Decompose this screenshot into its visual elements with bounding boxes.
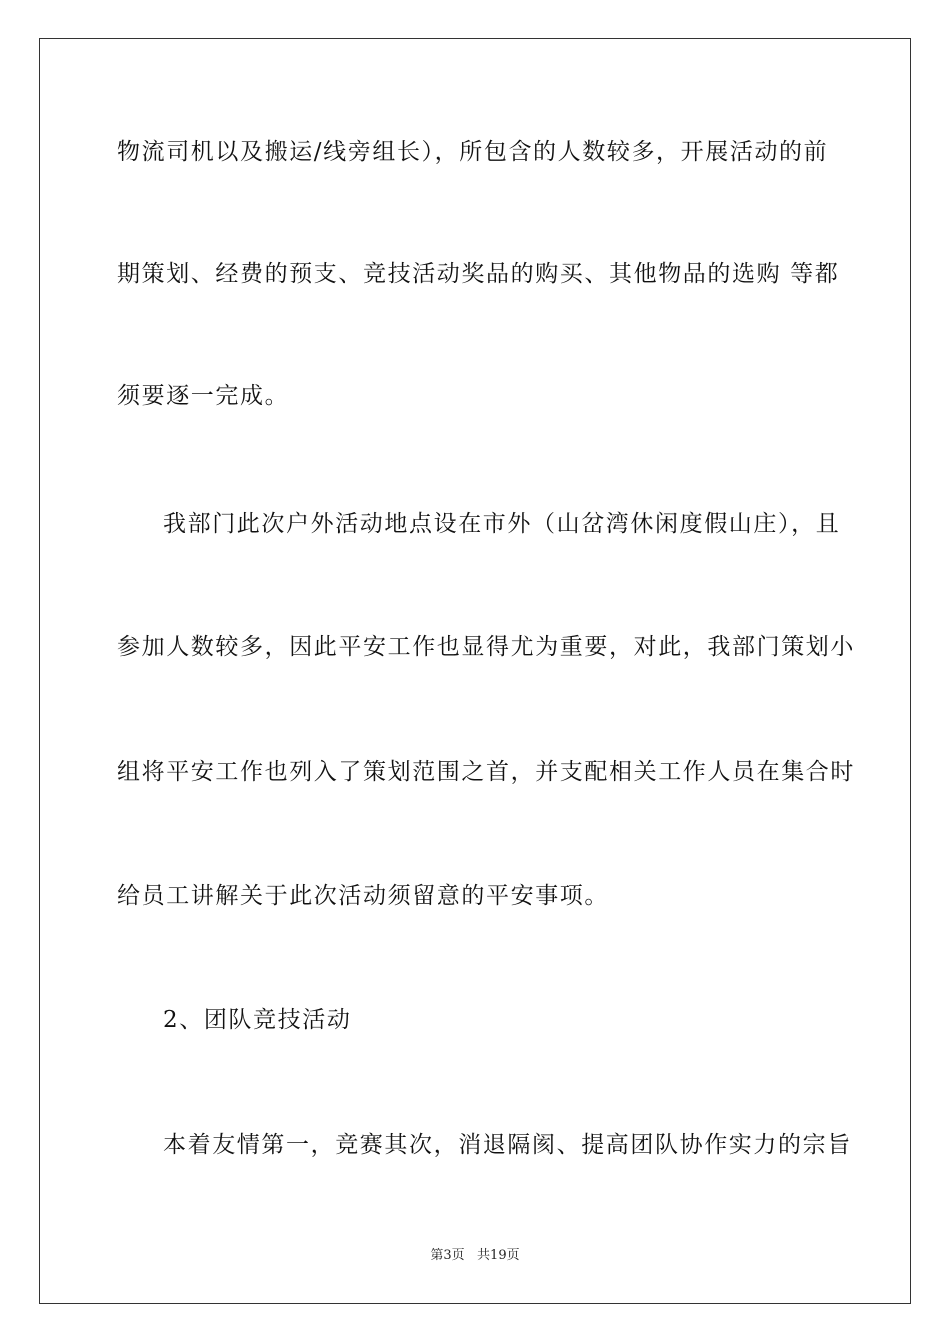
- body-text-line: 组将平安工作也列入了策划范围之首，并支配相关工作人员在集合时: [117, 759, 855, 785]
- body-text-line: 期策划、经费的预支、竞技活动奖品的购买、其他物品的选购 等都: [117, 261, 840, 287]
- paragraph-start-line: 我部门此次户外活动地点设在市外（山岔湾休闲度假山庄），且: [163, 511, 841, 537]
- paragraph-start-line: 本着友情第一，竞赛其次，消退隔阂、提高团队协作实力的宗旨: [163, 1132, 852, 1158]
- body-text-line: 给员工讲解关于此次活动须留意的平安事项。: [117, 883, 609, 909]
- body-text-line: 参加人数较多，因此平安工作也显得尤为重要，对此，我部门策划小: [117, 634, 855, 660]
- page-border: [39, 38, 911, 1304]
- body-text-line: 须要逐一完成。: [117, 383, 290, 409]
- page-number-footer: 第3页 共19页: [430, 1248, 520, 1263]
- section-heading: 2、团队竞技活动: [163, 1007, 352, 1033]
- body-text-line: 物流司机以及搬运/线旁组长），所包含的人数较多，开展活动的前: [117, 139, 829, 165]
